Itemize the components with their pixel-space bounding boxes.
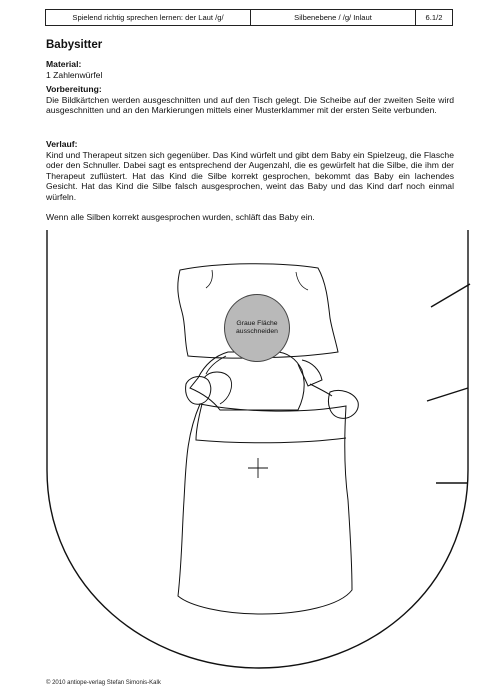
marker-tick [427,388,468,401]
header-number: 6.1/2 [425,13,443,22]
page-title: Babysitter [46,39,103,51]
cutout-label-line2: ausschneiden [236,328,278,335]
baby-left-hand [186,377,211,405]
header-level: Silbenebene / /g/ Inlaut [251,10,416,25]
preparation-heading: Vorbereitung: [46,84,102,94]
procedure-text: Kind und Therapeut sitzen sich gegenüber. Das Kind würfelt und gibt dem Baby ein Spielzeug, die Flasche oder den Schnuller. Dabei sagt es entsprechend der Augenzahl, die es gewürfelt hat die Silbe, die ihm der Therapeut zuflüstert. Hat das Kind die Silbe korrekt gesprochen, bekommt das Baby ein lachendes Gesicht. Hat das Kind die Silbe falsch ausgesprochen, weint das Baby und das Kind darf noch einmal würfeln. [46,149,454,202]
header-subject: Spielend richtig sprechen lernen: der Laut /g/ [46,10,251,25]
closing-text: Wenn alle Silben korrekt ausgesprochen wurden, schläft das Baby ein. [46,212,315,222]
material-text: 1 Zahlenwürfel [46,69,103,80]
cutout-face [224,294,290,362]
preparation-text: Die Bildkärtchen werden ausgeschnitten und auf den Tisch gelegt. Die Scheibe auf der zweiten Seite wird ausgeschnitten und an den Markierungen mittels einer Musterklammer mit der ersten Seite verbunden. [46,94,454,116]
baby-right-hand [328,390,358,418]
marker-tick [431,284,470,307]
blanket [178,404,352,614]
material-heading: Material: [46,59,82,69]
copyright-footer: © 2010 antiope-verlag Stefan Simonis-Kalk [46,680,161,686]
procedure-heading: Verlauf: [46,139,78,149]
cutout-label-line1: Graue Fläche [236,319,278,327]
